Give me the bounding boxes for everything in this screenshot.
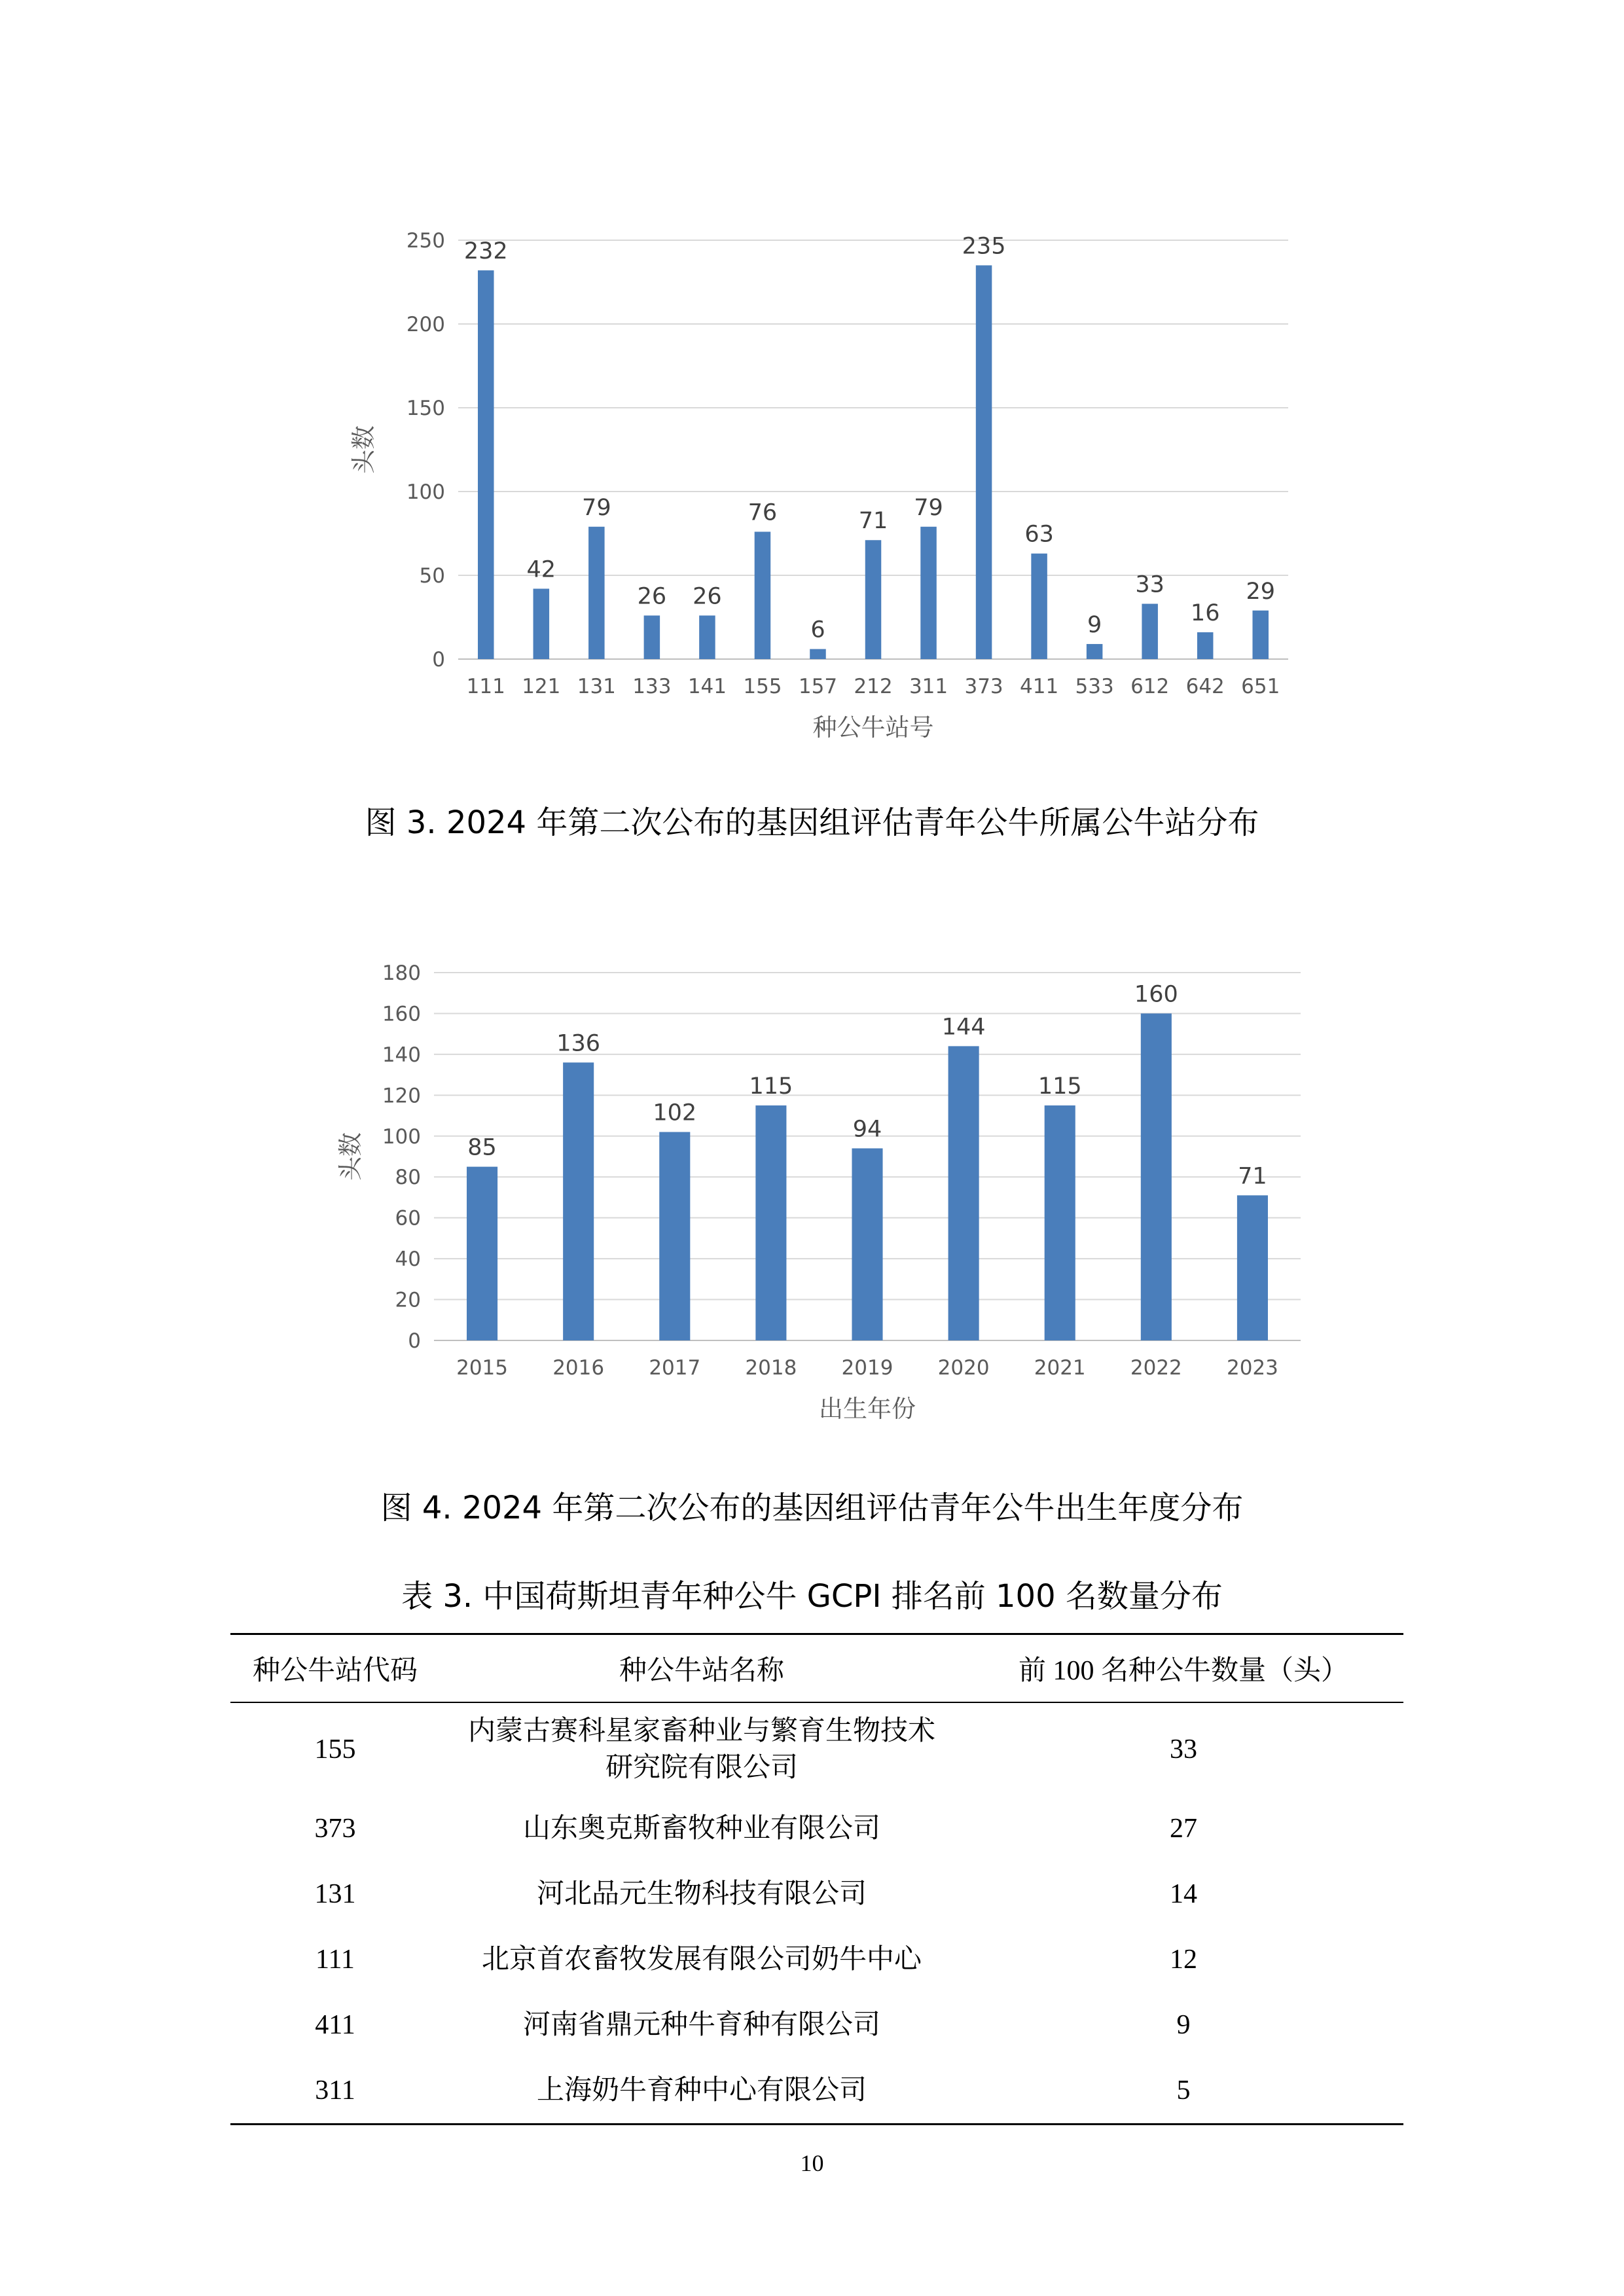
data-label: 63 [1024, 521, 1054, 548]
data-label: 71 [858, 508, 888, 535]
station-code: 155 [314, 1734, 356, 1765]
station-name: 内蒙古赛科星家畜种业与繁育生物技术 研究院有限公司 [467, 1716, 935, 1783]
bar [755, 1105, 786, 1340]
data-label: 79 [914, 494, 943, 521]
x-tick-label: 2018 [745, 1356, 797, 1380]
bar [1141, 1013, 1172, 1340]
data-label: 26 [637, 583, 667, 610]
x-axis-title: 种公牛站号 [812, 713, 934, 742]
bull-count: 27 [1170, 1814, 1197, 1844]
bull-count: 12 [1170, 1945, 1197, 1975]
data-label: 144 [941, 1014, 986, 1041]
data-label: 29 [1246, 578, 1276, 605]
bull-count: 9 [1176, 2010, 1191, 2040]
station-name: 河南省鼎元种牛育种有限公司 [522, 2010, 880, 2040]
station-ranking-table [230, 1633, 1403, 2125]
x-tick-label: 111 [466, 675, 505, 698]
data-label: 16 [1190, 600, 1220, 627]
x-axis-title: 出生年份 [819, 1395, 916, 1423]
y-tick-label: 250 [406, 229, 445, 253]
figure-4-caption: 图 4. 2024 年第二次公布的基因组评估青年公牛出生年度分布 [380, 1490, 1244, 1526]
station-name: 山东奥克斯畜牧种业有限公司 [522, 1814, 880, 1844]
x-tick-label: 2021 [1034, 1356, 1086, 1380]
page-number: 10 [800, 2150, 824, 2176]
y-tick-label: 50 [419, 564, 445, 588]
bar [659, 1132, 690, 1340]
x-tick-label: 2022 [1130, 1356, 1182, 1380]
x-tick-label: 133 [632, 675, 672, 698]
x-tick-label: 612 [1130, 675, 1170, 698]
x-tick-label: 2020 [937, 1356, 990, 1380]
data-label: 160 [1134, 981, 1178, 1008]
y-tick-label: 40 [395, 1247, 421, 1272]
station-code: 373 [314, 1814, 356, 1844]
station-code: 131 [314, 1879, 356, 1909]
data-label: 79 [582, 494, 611, 521]
bull-count: 33 [1170, 1734, 1197, 1765]
x-tick-label: 311 [909, 675, 948, 698]
y-tick-label: 160 [382, 1002, 421, 1026]
x-tick-label: 155 [743, 675, 782, 698]
figure-3-caption: 图 3. 2024 年第二次公布的基因组评估青年公牛所属公牛站分布 [365, 804, 1259, 841]
x-tick-label: 2016 [552, 1356, 605, 1380]
bar [563, 1062, 594, 1340]
data-label: 33 [1135, 571, 1164, 598]
station-code: 111 [316, 1945, 355, 1975]
bar [1237, 1195, 1268, 1340]
x-tick-label: 533 [1075, 675, 1114, 698]
data-label: 85 [467, 1134, 497, 1161]
bar [467, 1167, 497, 1340]
y-tick-label: 0 [408, 1329, 421, 1353]
data-label: 6 [810, 617, 825, 643]
x-tick-label: 373 [964, 675, 1003, 698]
table-row [230, 1927, 1403, 1992]
table-header-row [230, 1634, 1403, 1703]
y-tick-label: 140 [382, 1043, 421, 1067]
y-tick-label: 60 [395, 1206, 421, 1230]
data-label: 42 [526, 556, 556, 583]
y-tick-label: 180 [382, 961, 421, 985]
station-name: 上海奶牛育种中心有限公司 [440, 2058, 964, 2125]
y-tick-label: 100 [406, 480, 445, 504]
y-axis-title: 头数 [350, 425, 378, 474]
y-tick-label: 80 [395, 1166, 421, 1190]
data-label: 26 [693, 583, 722, 610]
column-header-code: 种公牛站代码 [230, 1634, 440, 1703]
bar [852, 1149, 882, 1340]
x-tick-label: 642 [1185, 675, 1225, 698]
table-row [230, 1702, 1403, 1796]
y-axis-title: 头数 [336, 1132, 365, 1181]
x-tick-label: 651 [1241, 675, 1280, 698]
x-tick-label: 2023 [1226, 1356, 1278, 1380]
y-tick-label: 150 [406, 397, 445, 420]
table-row [230, 2058, 1403, 2125]
x-tick-label: 131 [577, 675, 616, 698]
table-row [230, 1992, 1403, 2058]
data-label: 232 [463, 238, 508, 265]
x-tick-label: 2019 [841, 1356, 893, 1380]
station-name: 河北品元生物科技有限公司 [536, 1879, 867, 1909]
bar [948, 1046, 979, 1340]
y-tick-label: 0 [432, 648, 445, 672]
table-row [230, 1796, 1403, 1861]
y-tick-label: 20 [395, 1288, 421, 1312]
column-header-name: 种公牛站名称 [440, 1634, 964, 1703]
data-label: 9 [1087, 611, 1102, 638]
data-label: 115 [1038, 1073, 1082, 1100]
data-label: 71 [1238, 1163, 1267, 1190]
station-code: 411 [315, 2010, 355, 2040]
station-code: 311 [230, 2058, 440, 2125]
y-tick-label: 120 [382, 1084, 421, 1108]
x-tick-label: 2017 [649, 1356, 701, 1380]
y-tick-label: 200 [406, 313, 445, 336]
data-label: 76 [748, 499, 778, 526]
x-tick-label: 212 [854, 675, 893, 698]
x-tick-label: 157 [798, 675, 838, 698]
data-label: 235 [962, 233, 1006, 260]
station-name: 北京首农畜牧发展有限公司奶牛中心 [481, 1945, 922, 1975]
data-label: 136 [556, 1030, 601, 1057]
x-tick-label: 2015 [456, 1356, 509, 1380]
table-row [230, 1861, 1403, 1927]
bull-count: 14 [1170, 1879, 1197, 1909]
data-label: 115 [749, 1073, 793, 1100]
x-tick-label: 121 [522, 675, 561, 698]
x-tick-label: 411 [1020, 675, 1059, 698]
table-3-caption: 表 3. 中国荷斯坦青年种公牛 GCPI 排名前 100 名数量分布 [401, 1578, 1223, 1615]
column-header-count: 前 100 名种公牛数量（头） [964, 1634, 1403, 1703]
x-tick-label: 141 [687, 675, 727, 698]
bar [1045, 1105, 1075, 1340]
y-tick-label: 100 [382, 1124, 421, 1149]
bull-count: 5 [964, 2058, 1403, 2125]
data-label: 94 [852, 1116, 882, 1143]
data-label: 102 [653, 1100, 697, 1126]
